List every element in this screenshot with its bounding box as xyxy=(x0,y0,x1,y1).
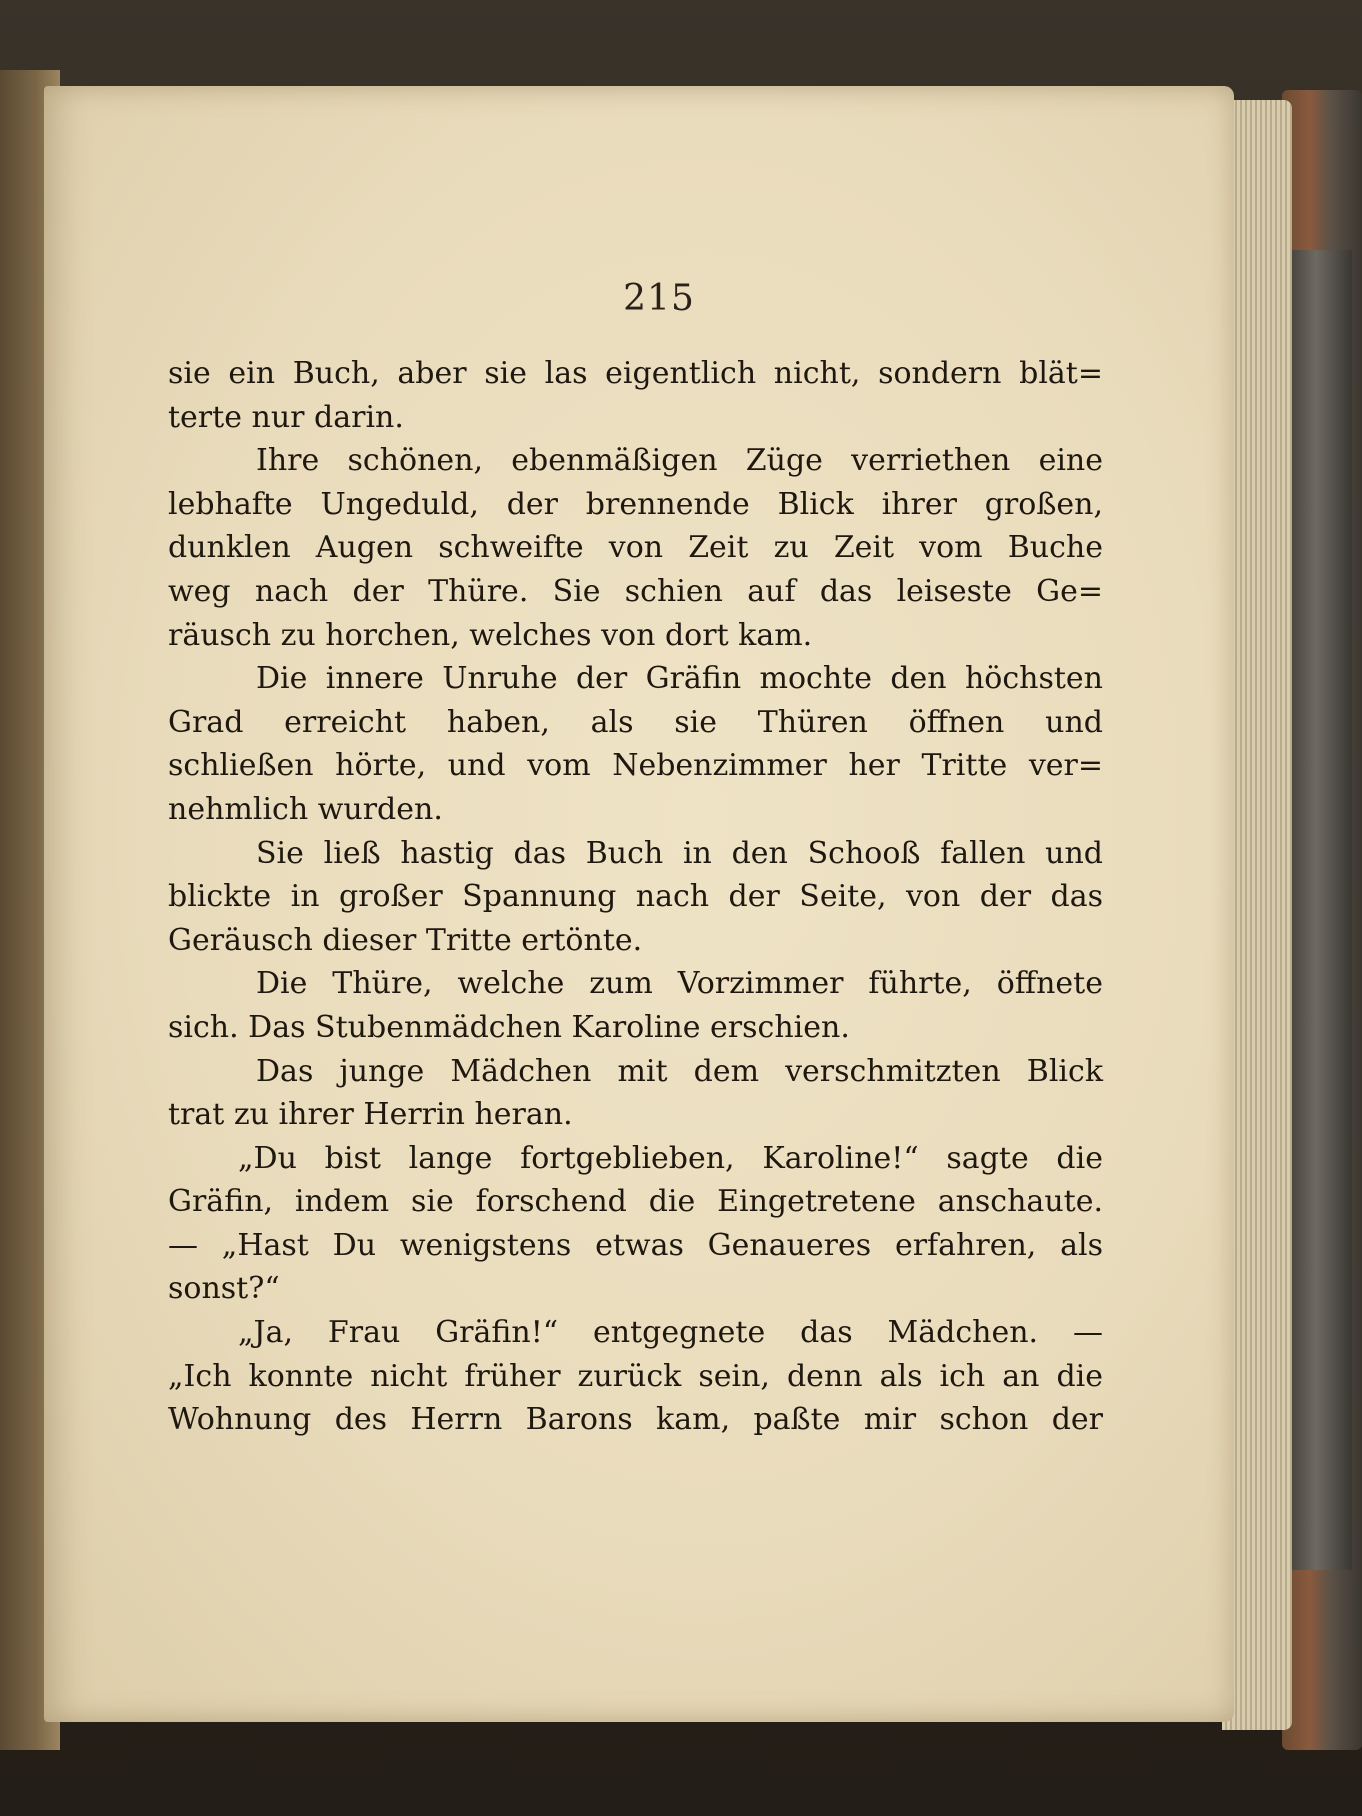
text-line: „Ja, Frau Gräfin!“ entgegnete das Mädchen. — xyxy=(238,1315,1103,1351)
text-line: sich. Das Stubenmädchen Karoline erschien. xyxy=(168,1009,850,1045)
text-line: lebhafte Ungeduld, der brennende Blick ihrer großen, xyxy=(168,486,1103,522)
text-line: Sie ließ hastig das Buch in den Schooß fallen und xyxy=(256,835,1103,871)
text-line: trat zu ihrer Herrin heran. xyxy=(168,1097,573,1133)
text-line: Geräusch dieser Tritte ertönte. xyxy=(168,922,643,958)
text-line: schließen hörte, und vom Nebenzimmer her Tritte ver= xyxy=(168,748,1103,784)
text-line: blickte in großer Spannung nach der Seite, von der das xyxy=(168,879,1103,915)
text-line: weg nach der Thüre. Sie schien auf das leiseste Ge= xyxy=(168,573,1103,609)
text-line: Wohnung des Herrn Barons kam, paßte mir schon der xyxy=(168,1402,1103,1438)
text-line: Ihre schönen, ebenmäßigen Züge verriethen eine xyxy=(256,443,1103,479)
book-page xyxy=(44,86,1234,1722)
text-line: nehmlich wurden. xyxy=(168,791,443,827)
text-line: „Du bist lange fortgeblieben, Karoline!“ sagte die xyxy=(238,1140,1103,1176)
text-line: Gräfin, indem sie forschend die Eingetretene anschaute. xyxy=(168,1184,1103,1220)
body-text xyxy=(168,352,1103,1442)
text-line: sonst?“ xyxy=(168,1271,280,1307)
text-line: sie ein Buch, aber sie las eigentlich nicht, sondern blät= xyxy=(168,356,1103,391)
page-number: 215 xyxy=(623,278,695,319)
text-line: „Ich konnte nicht früher zurück sein, denn als ich an die xyxy=(168,1358,1103,1394)
cloth-spine-band xyxy=(1292,250,1352,1570)
text-line: dunklen Augen schweifte von Zeit zu Zeit vom Buche xyxy=(168,530,1103,566)
text-line: — „Hast Du wenigstens etwas Genaueres erfahren, als xyxy=(168,1227,1103,1263)
text-line: terte nur darin. xyxy=(168,399,404,435)
text-line: räusch zu horchen, welches von dort kam. xyxy=(168,617,813,653)
right-cover-edge xyxy=(1282,90,1362,1750)
text-line: Die Thüre, welche zum Vorzimmer führte, öffnete xyxy=(256,966,1103,1002)
text-line: Das junge Mädchen mit dem verschmitzten Blick xyxy=(256,1053,1103,1089)
text-line: Die innere Unruhe der Gräfin mochte den höchsten xyxy=(256,661,1103,697)
text-line: Grad erreicht haben, als sie Thüren öffnen und xyxy=(168,704,1103,740)
